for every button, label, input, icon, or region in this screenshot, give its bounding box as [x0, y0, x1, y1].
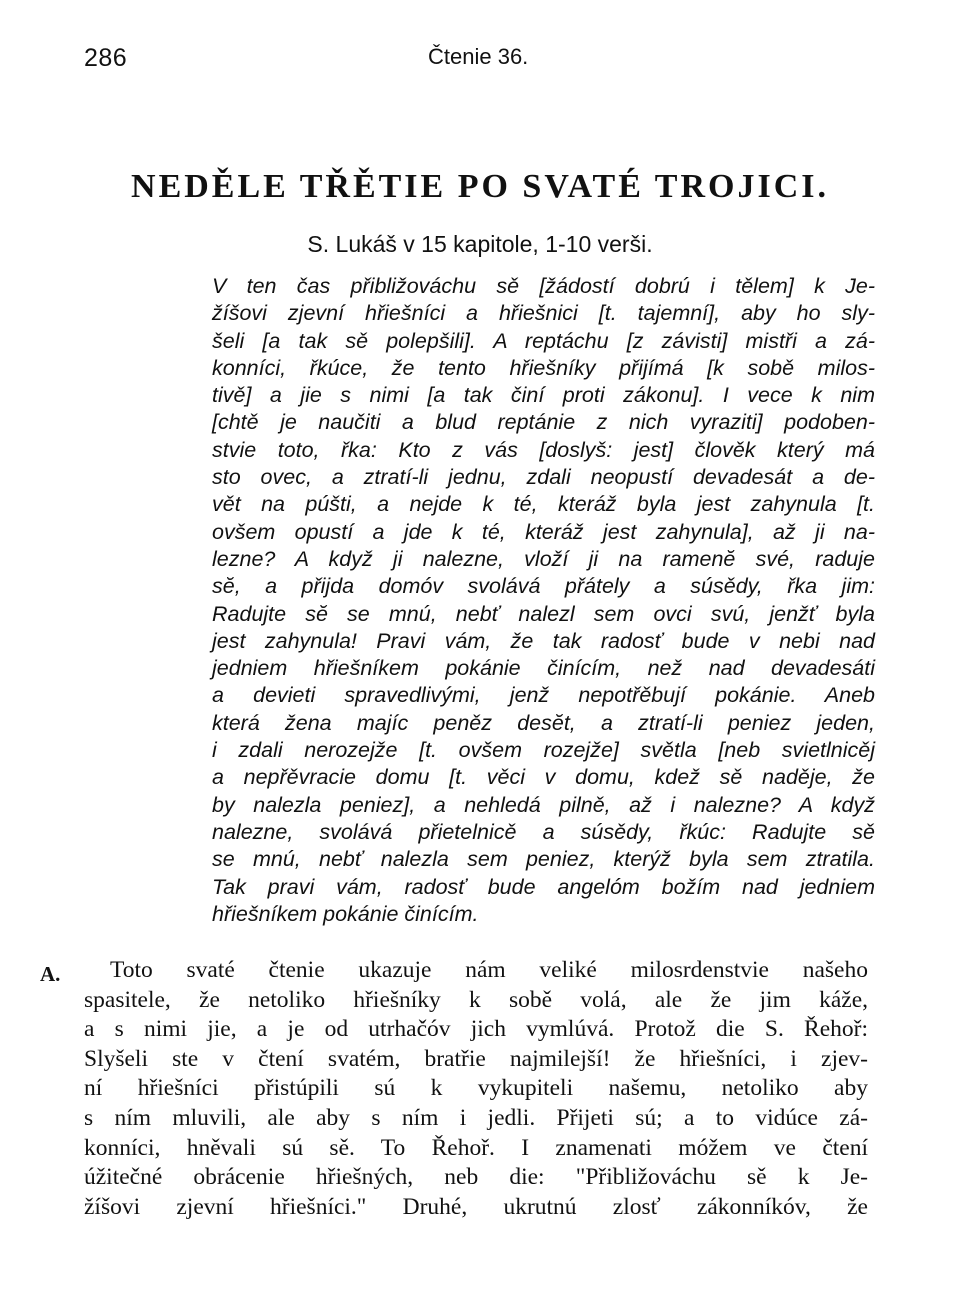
reading-line: šeli [a tak sě polepšili]. A reptáchu [z závisti] mistři a zá-: [212, 328, 875, 353]
reading-line: sĕ, a přijda domóv svolává přátely a súsědy, řka jim:: [212, 574, 875, 599]
commentary-line: a s nimi jie, a je od utrhačóv jich vymlúvá. Protož die S. Řehoř:: [84, 1016, 868, 1043]
commentary-line: úžitečné obrácenie hřiešných, neb die: "Přibližováchu sě k Je-: [84, 1164, 868, 1191]
reading-line: stvie toto, řka: Kto z vás [doslyš: jest] člověk který má: [212, 437, 875, 462]
reading-line: tivě] a jie s nimi [a tak činí proti zákonu]. I vece k nim: [212, 383, 875, 408]
reading-line: lezne? A když ji nalezne, vloží ji na ramenĕ své, raduje: [212, 546, 875, 571]
commentary-marker: A.: [40, 962, 61, 986]
running-head: Čtenie 36.: [428, 44, 529, 69]
reading-line: jedniem hřiešníkem pokánie činícím, než nad devadesáti: [212, 656, 875, 681]
reading-line: [chtě je naučiti a blud reptánie z nich vyraziti] podoben-: [212, 410, 875, 435]
chapter-title: NEDĚLE TŘĚTIE PO SVATÉ TROJICI.: [131, 168, 829, 205]
commentary-line: ní hřiešníci přistúpili sú k vykupiteli našemu, netoliko aby: [84, 1075, 868, 1102]
reading-line: se mnú, nebť nalezla sem peniez, kterýž byla sem ztratila.: [212, 847, 875, 872]
reading-line: která žena majíc peněz desĕt, a ztratí-li peniez jeden,: [212, 710, 875, 735]
reading-line: V ten čas přibližováchu sě [žádostí dobrú i tělem] k Je-: [212, 274, 875, 298]
commentary-line: Toto svaté čtenie ukazuje nám veliké milosrdenstvie našeho: [110, 957, 868, 983]
commentary-line: s ním mluvili, ale aby s ním i jedli. Přijeti sú; a to vidúce zá-: [84, 1104, 868, 1131]
reading-line: i zdali nerozejže [t. ovšem rozejže] světla [neb svietlnicěj: [212, 738, 875, 763]
reading-line: ovšem opustí a jde k té, kteráž jest zahynula], až ji na-: [212, 519, 875, 544]
commentary-line: konníci, hněvali sú sě. To Řehoř. I znamenati móžem ve čtení: [84, 1134, 868, 1161]
reading-line: Radujte sĕ se mnú, nebť nalezl sem ovci svú, jenžť byla: [212, 601, 875, 626]
commentary-paragraph: [84, 956, 868, 1222]
reading-line: hřiešníkem pokánie činícím.: [212, 901, 479, 926]
reading-line: by nalezla peniez], a nehledá pilně, až i nalezne? A když: [212, 792, 875, 817]
reading-line: a nepřěvracie domu [t. věci v domu, kdež sě naděje, že: [212, 765, 875, 790]
reading-line: žíšovi zjevní hřiešníci a hřiešnici [t. tajemní], aby ho sly-: [212, 301, 875, 326]
commentary-line: spasitele, že netoliko hřiešníky k sobě volá, ale že jim káže,: [84, 986, 868, 1013]
reading-line: vět na púšti, a nejde k té, kteráž byla jest zahynula [t.: [212, 492, 875, 517]
reading-line: konníci, řkúce, že tento hřiešníky přijímá [k sobě milos-: [212, 355, 875, 380]
reading-line: jest zahynula! Pravi vám, že tak radosť bude v nebi nad: [212, 628, 875, 653]
scripture-reference: S. Lukáš v 15 kapitole, 1-10 verši.: [307, 231, 653, 257]
reading-line: sto ovec, a ztratí-li jednu, zdali neopustí devadesát a de-: [212, 465, 875, 490]
reading-line: Tak pravi vám, radosť bude angelóm božím nad jedniem: [212, 874, 875, 899]
page-number: 286: [84, 44, 128, 72]
gospel-reading: [212, 273, 875, 928]
commentary-line: žíšovi zjevní hřiešníci." Druhé, ukrutnú zlosť zákonníkóv, že: [84, 1193, 868, 1220]
commentary-line: Slyšeli ste v čtení svatém, bratřie najmilejší! že hřiešníci, i zjev-: [84, 1045, 868, 1072]
reading-line: a devieti spravedlivými, jenž nepotřěbují pokánie. Aneb: [212, 683, 875, 708]
reading-line: nalezne, svolává přietelnicě a súsědy, řkúc: Radujte sě: [212, 819, 875, 844]
